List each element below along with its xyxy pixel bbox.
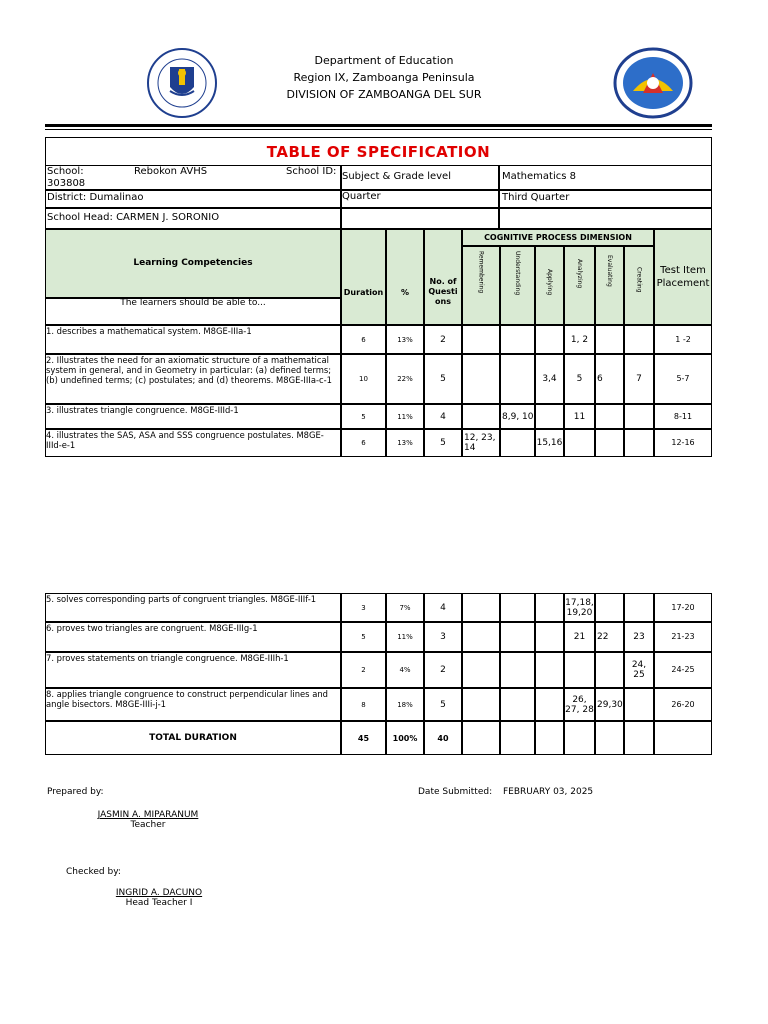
analyzing-label: Analyzing <box>576 259 583 289</box>
competency-cell <box>45 404 341 429</box>
und-cell <box>500 688 535 721</box>
duration-value: 6 <box>361 335 366 344</box>
blank-cell-1 <box>341 208 499 229</box>
competency-cell <box>45 622 341 652</box>
rem-cell <box>462 354 500 404</box>
competency-cell <box>45 325 341 354</box>
duration-value: 10 <box>359 375 368 383</box>
preparer-signature <box>92 810 204 830</box>
cre-cell <box>624 354 654 404</box>
total-blank-eva <box>595 721 624 755</box>
placement-value: 1 -2 <box>675 334 691 344</box>
app-cell <box>535 325 564 354</box>
percent-label: % <box>400 287 409 297</box>
competency-text: 6. proves two triangles are congruent. M8GE-IIIg-1 <box>46 623 258 633</box>
document-title: TABLE OF SPECIFICATION <box>45 137 712 165</box>
cre-cell <box>624 429 654 457</box>
understanding-label: Understanding <box>514 251 521 296</box>
und-cell <box>500 593 535 622</box>
questions-value: 4 <box>440 602 446 613</box>
rem-cell <box>462 325 500 354</box>
ana-cell <box>564 593 595 622</box>
und-cell <box>500 354 535 404</box>
und-cell <box>500 404 535 429</box>
questions-value: 2 <box>440 665 446 675</box>
rem-cell <box>462 404 500 429</box>
total-questions: 40 <box>437 733 449 743</box>
rem-value: 12, 23, 14 <box>464 433 496 453</box>
percent-cell <box>386 652 424 688</box>
total-duration: 45 <box>357 733 370 743</box>
header-department: Department of Education <box>314 54 454 67</box>
cre-cell <box>624 593 654 622</box>
ana-cell <box>564 404 595 429</box>
ana-value: 26, 27, 28 <box>565 694 594 715</box>
competency-text: 1. describes a mathematical system. M8GE-IIIa-1 <box>46 326 252 336</box>
percent-cell <box>386 429 424 457</box>
placement-value: 24-25 <box>671 665 695 674</box>
evaluating-label: Evaluating <box>606 255 613 287</box>
questions-cell <box>424 652 462 688</box>
ana-value: 21 <box>573 632 586 642</box>
app-cell <box>535 354 564 404</box>
placement-cell <box>654 429 712 457</box>
eva-cell <box>595 404 624 429</box>
rem-cell <box>462 593 500 622</box>
quarter-label: Quarter <box>342 191 381 202</box>
percent-cell <box>386 404 424 429</box>
questions-cell <box>424 593 462 622</box>
date-submitted-label: Date Submitted: <box>418 787 493 797</box>
questions-cell <box>424 688 462 721</box>
placement-value: 5-7 <box>676 374 690 383</box>
questions-value: 2 <box>440 334 446 345</box>
creating-label: Creating <box>635 267 643 293</box>
percent-cell <box>386 593 424 622</box>
school-head: School Head: CARMEN J. SORONIO <box>47 212 220 223</box>
eva-value: 29,30 <box>597 699 623 710</box>
total-label-cell <box>45 721 341 755</box>
duration-cell <box>341 593 386 622</box>
ana-value: 17,18, 19,20 <box>565 597 594 618</box>
duration-cell <box>341 354 386 404</box>
total-percent: 100% <box>392 733 418 743</box>
competency-cell <box>45 354 341 404</box>
duration-cell <box>341 325 386 354</box>
total-label: TOTAL DURATION <box>149 733 237 743</box>
rem-cell <box>462 688 500 721</box>
header-region: Region IX, Zamboanga Peninsula <box>293 71 475 84</box>
percent-value: 22% <box>397 375 413 383</box>
percent-cell <box>386 354 424 404</box>
questions-cell <box>424 354 462 404</box>
school-label: School: <box>47 166 84 177</box>
placement-cell <box>654 688 712 721</box>
quarter-value: Third Quarter <box>502 192 570 203</box>
analyzing-header <box>564 246 595 325</box>
percent-header <box>386 229 424 325</box>
questions-cell <box>424 325 462 354</box>
school-value: Rebokon AVHS <box>134 166 208 177</box>
evaluating-header <box>595 246 624 325</box>
school-id-value: 303808 <box>47 178 86 189</box>
rem-cell <box>462 622 500 652</box>
percent-cell <box>386 325 424 354</box>
competency-cell <box>45 593 341 622</box>
prepared-by-label: Prepared by: <box>47 787 104 797</box>
competency-text: 2. Illustrates the need for an axiomatic structure of a mathematical system in general, and in Geometry in particular: (a) defined terms; (b) undefined terms; (c) postulates; and (d) theorems. M8GE-IIIa-c-1 <box>46 355 332 385</box>
placement-value: 21-23 <box>671 632 695 641</box>
und-value: 8,9, 10 <box>502 411 534 422</box>
cre-value: 7 <box>636 374 642 384</box>
total-percent-cell <box>386 721 424 755</box>
subject-label-cell <box>341 165 499 190</box>
remembering-label: Remembering <box>477 251 485 294</box>
quarter-value-cell <box>499 190 712 208</box>
percent-cell <box>386 688 424 721</box>
school-head-cell <box>45 208 341 229</box>
cre-cell <box>624 688 654 721</box>
duration-cell <box>341 429 386 457</box>
eva-cell <box>595 688 624 721</box>
app-cell <box>535 652 564 688</box>
blank-cell-2 <box>499 208 712 229</box>
questions-value: 5 <box>440 438 446 448</box>
cpd-header <box>462 229 654 246</box>
checked-by-label: Checked by: <box>66 867 121 877</box>
cre-cell <box>624 404 654 429</box>
app-cell <box>535 429 564 457</box>
eva-cell <box>595 354 624 404</box>
eva-cell <box>595 593 624 622</box>
ana-cell <box>564 622 595 652</box>
total-blank-rem <box>462 721 500 755</box>
eva-value: 22 <box>597 632 609 642</box>
placement-value: 17-20 <box>671 602 695 612</box>
placement-value: 8-11 <box>673 411 693 421</box>
duration-value: 3 <box>361 603 366 612</box>
competency-text: 5. solves corresponding parts of congruent triangles. M8GE-IIIf-1 <box>46 594 317 604</box>
duration-value: 6 <box>361 439 366 447</box>
total-blank-cre <box>624 721 654 755</box>
questions-cell <box>424 429 462 457</box>
questions-cell <box>424 404 462 429</box>
app-value: 3,4 <box>542 374 557 384</box>
preparer-title: Teacher <box>130 820 166 830</box>
eva-cell <box>595 325 624 354</box>
total-blank-placement <box>654 721 712 755</box>
eva-cell <box>595 429 624 457</box>
ana-value: 5 <box>576 374 583 384</box>
percent-value: 13% <box>397 335 413 344</box>
percent-value: 11% <box>397 633 413 641</box>
ana-cell <box>564 688 595 721</box>
ana-cell <box>564 429 595 457</box>
placement-value: 12-16 <box>671 438 695 447</box>
und-cell <box>500 652 535 688</box>
und-cell <box>500 325 535 354</box>
competency-text: 8. applies triangle congruence to construct perpendicular lines and angle bisectors. M8GE-IIIi-j-1 <box>46 689 328 709</box>
subject-value-cell <box>499 165 712 190</box>
app-cell <box>535 404 564 429</box>
rem-cell <box>462 429 500 457</box>
cre-value: 23 <box>633 632 645 642</box>
ana-cell <box>564 354 595 404</box>
no-questions-header <box>424 229 462 325</box>
learning-competencies-label: Learning Competencies <box>133 258 253 268</box>
quarter-label-cell <box>341 190 499 208</box>
checker-name: INGRID A. DACUNO <box>115 888 203 898</box>
understanding-header <box>500 246 535 325</box>
placement-cell <box>654 404 712 429</box>
cre-cell <box>624 652 654 688</box>
percent-value: 13% <box>397 439 413 447</box>
placement-value: 26-20 <box>671 699 695 709</box>
duration-value: 5 <box>361 412 366 421</box>
total-questions-cell <box>424 721 462 755</box>
total-duration-cell <box>341 721 386 755</box>
district-cell <box>45 190 341 208</box>
cre-cell <box>624 325 654 354</box>
cre-cell <box>624 622 654 652</box>
duration-cell <box>341 688 386 721</box>
total-blank-ana <box>564 721 595 755</box>
ana-cell <box>564 652 595 688</box>
ana-cell <box>564 325 595 354</box>
duration-header <box>341 229 386 325</box>
app-value: 15,16 <box>536 438 563 448</box>
rem-cell <box>462 652 500 688</box>
header-rule-thin <box>45 129 712 130</box>
percent-value: 7% <box>399 603 411 612</box>
header-division: DIVISION OF ZAMBOANGA DEL SUR <box>286 88 482 101</box>
learners-able-label: The learners should be able to... <box>120 298 266 308</box>
ana-value: 11 <box>573 411 586 422</box>
placement-cell <box>654 652 712 688</box>
percent-value: 4% <box>399 666 411 674</box>
learning-competencies-header <box>45 229 341 298</box>
duration-value: 8 <box>361 700 366 709</box>
placement-header <box>654 229 712 325</box>
app-cell <box>535 688 564 721</box>
app-cell <box>535 593 564 622</box>
competency-cell <box>45 688 341 721</box>
eva-value: 6 <box>597 374 603 384</box>
preparer-name: JASMIN A. MIPARANUM <box>97 810 199 820</box>
creating-header <box>624 246 654 325</box>
checker-title: Head Teacher I <box>125 898 193 908</box>
subject-value: Mathematics 8 <box>502 171 576 182</box>
header-rule-thick <box>45 124 712 127</box>
district: District: Dumalinao <box>47 192 144 203</box>
eva-cell <box>595 652 624 688</box>
percent-value: 11% <box>397 412 413 421</box>
applying-label: Applying <box>546 269 553 296</box>
und-cell <box>500 622 535 652</box>
questions-value: 3 <box>440 632 446 642</box>
subject-label: Subject & Grade level <box>342 171 451 182</box>
date-submitted-value: FEBRUARY 03, 2025 <box>503 787 594 797</box>
percent-cell <box>386 622 424 652</box>
duration-cell <box>341 622 386 652</box>
duration-cell <box>341 404 386 429</box>
duration-label: Duration <box>343 287 384 297</box>
questions-value: 5 <box>440 699 446 710</box>
ana-value: 1, 2 <box>570 334 589 345</box>
placement-cell <box>654 593 712 622</box>
questions-value: 4 <box>440 411 446 422</box>
applying-header <box>535 246 564 325</box>
placement-cell <box>654 354 712 404</box>
placement-cell <box>654 622 712 652</box>
placement-cell <box>654 325 712 354</box>
duration-value: 2 <box>361 666 366 674</box>
questions-value: 5 <box>440 374 446 384</box>
cre-value: 24, 25 <box>631 660 647 680</box>
competency-cell <box>45 429 341 457</box>
app-cell <box>535 622 564 652</box>
total-blank-app <box>535 721 564 755</box>
school-id-label: School ID: <box>286 166 337 177</box>
cpd-label: COGNITIVE PROCESS DIMENSION <box>484 233 632 242</box>
eva-cell <box>595 622 624 652</box>
percent-value: 18% <box>397 700 413 709</box>
und-cell <box>500 429 535 457</box>
competency-cell <box>45 652 341 688</box>
checker-signature <box>106 888 212 908</box>
competency-text: 4. illustrates the SAS, ASA and SSS congruence postulates. M8GE-IIId-e-1 <box>46 430 324 450</box>
questions-cell <box>424 622 462 652</box>
total-blank-und <box>500 721 535 755</box>
no-questions-label: No. of Questions <box>428 277 458 306</box>
duration-cell <box>341 652 386 688</box>
placement-label: Test Item Placement <box>656 265 710 289</box>
learners-able-cell <box>45 298 341 325</box>
duration-value: 5 <box>361 633 366 641</box>
competency-text: 7. proves statements on triangle congruence. M8GE-IIIh-1 <box>46 653 289 663</box>
remembering-header <box>462 246 500 325</box>
competency-text: 3. illustrates triangle congruence. M8GE-IIId-1 <box>46 405 239 415</box>
